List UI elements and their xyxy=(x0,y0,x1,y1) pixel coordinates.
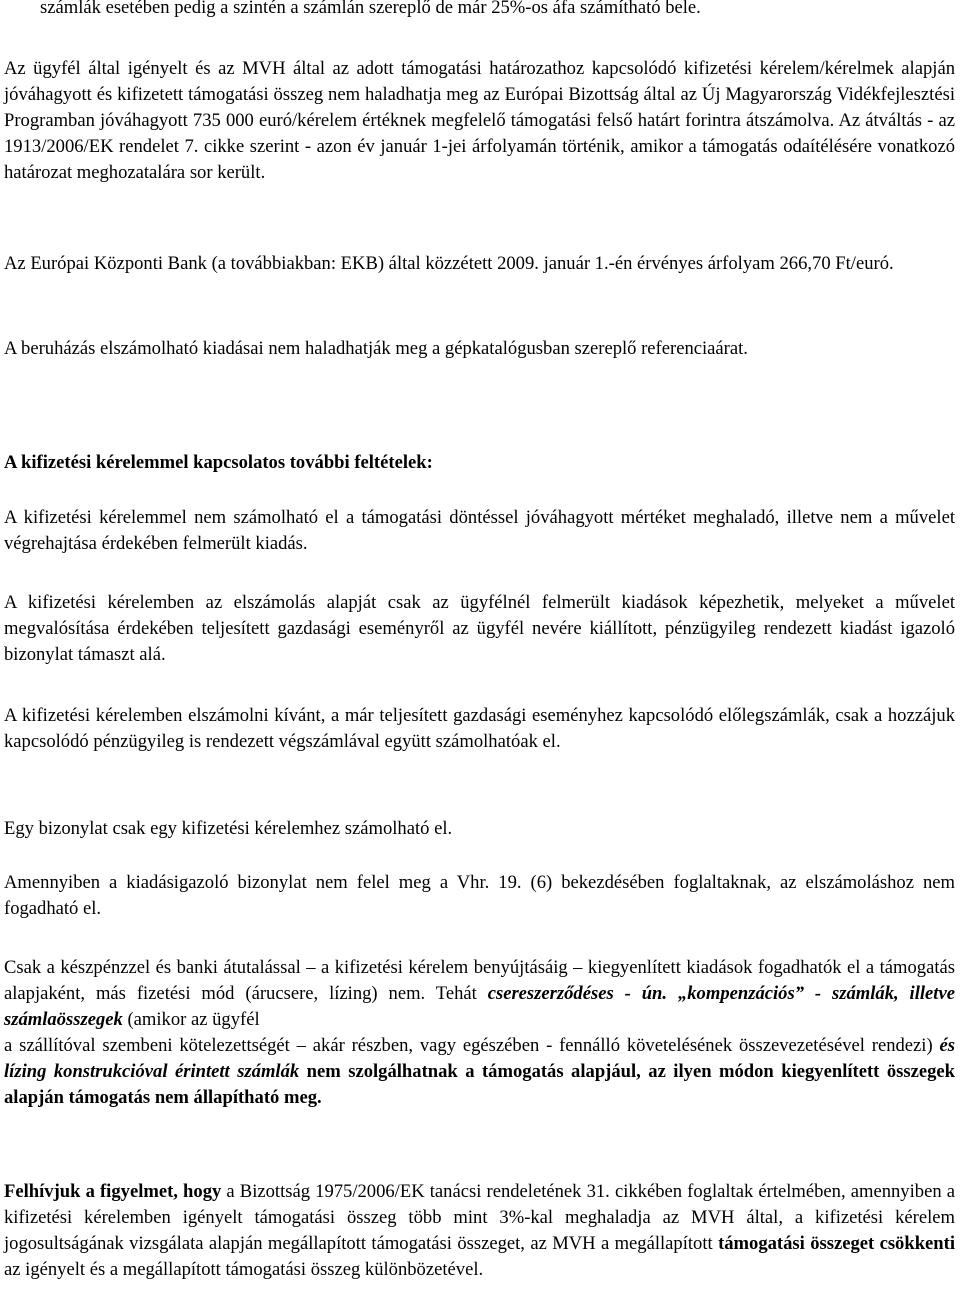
leasing-invoices-emphasis: és lízing konstrukcióval érintett számlák xyxy=(4,1035,955,1082)
paragraph-payment-methods xyxy=(4,955,955,1111)
paragraph-support-limit xyxy=(4,56,955,186)
paragraph-not-accountable: A kifizetési kérelemmel nem számolható el a támogatási döntéssel jóváhagyott mértéket meghaladó, illetve nem a művelet végrehajtása érdekében felmerült kiadás. xyxy=(4,507,955,554)
paragraph-attention-notice xyxy=(4,1179,955,1283)
section-heading: A kifizetési kérelemmel kapcsolatos további feltételek: xyxy=(4,452,433,473)
support-limit-text: Az ügyfél által igényelt és az MVH által az adott támogatási határozathoz kapcsolódó kifizetési kérelem/kérelmek alapján jóváhagyott és kifizetett támogatási összeg nem haladhatja meg az Európai Bizottság által az Új Magyarország Vidékfejlesztési Programban jóváhagyott 735 000 euró/kérelem értéknek megfelelő támogatási felső határt forintra átszámolva. xyxy=(4,58,955,131)
payment-methods-text: Csak a készpénzzel és banki átutalással – a kifizetési kérelem benyújtásáig – kiegyenlített kiadások fogadhatók el a támogatás alapjaként, más fizetési mód (árucsere, lízing) nem. Tehát xyxy=(4,957,955,1004)
attention-text: a Bizottság 1975/2006/EK tanácsi rendeletének 31. cikkében foglaltak értelmében, amennyiben a kifizetési kérelemben igényelt támogatási összeg több mint 3%-kal meghaladja az MVH által, a kifizetési kérelem jogosultságának vizsgálata alapján megállapított támogatási összeget, az MVH a megállapított xyxy=(4,1181,955,1254)
reduction-emphasis: támogatási összeget csökkenti xyxy=(718,1233,955,1254)
paragraph-intro-continuation: számlák esetében pedig a szintén a számlán szereplő de már 25%-os áfa számítható bele. xyxy=(40,0,701,18)
paragraph-advance-invoices: A kifizetési kérelemben elszámolni kívánt, a már teljesített gazdasági eseményhez kapcsolódó előlegszámlák, csak a hozzájuk kapcsolódó pénzügyileg is rendezett végszámlával együtt számolhatóak el. xyxy=(4,705,955,752)
barter-invoices-emphasis: csereszerződéses - ún. „kompenzációs” - számlák, illetve számlaösszegek xyxy=(4,983,955,1030)
paragraph-accounting-basis: A kifizetési kérelemben az elszámolás alapját csak az ügyfélnél felmerült kiadások képezhetik, melyeket a művelet megvalósítása érdekében teljesített gazdasági eseményről az ügyfél nevére kiállított, pénzügyileg rendezett kiadást igazoló bizonylat támaszt alá. xyxy=(4,592,955,665)
not-eligible-statement: nem szolgálhatnak a támogatás alapjául, az ilyen módon kiegyenlített összegek alapján támogatás nem állapítható meg. xyxy=(4,1061,955,1108)
paragraph-single-request: Egy bizonylat csak egy kifizetési kérelemhez számolható el. xyxy=(4,818,453,839)
payment-methods-aside: (amikor az ügyfél xyxy=(122,1009,260,1030)
payment-methods-continuation: a szállítóval szembeni kötelezettségét – akár részben, vagy egészében - fennálló követelésének összevezetésével rendezi) xyxy=(4,1035,940,1056)
exchange-rule-text: Az átváltás - az 1913/2006/EK rendelet 7. cikke szerint - azon év január 1-jei árfolyamán történik, amikor a támogatás odaítélésére vonatkozó határozat meghozatalára sor került. xyxy=(4,110,955,183)
attention-ending: az igényelt és a megállapított támogatási összeg különbözetével. xyxy=(4,1259,484,1280)
paragraph-ecb-rate: Az Európai Központi Bank (a továbbiakban: EKB) által közzétett 2009. január 1.-én érvényes árfolyam 266,70 Ft/euró. xyxy=(4,253,894,274)
paragraph-reference-price: A beruházás elszámolható kiadásai nem haladhatják meg a gépkatalógusban szereplő referenciaárat. xyxy=(4,338,748,359)
paragraph-vhr-compliance: Amennyiben a kiadásigazoló bizonylat nem felel meg a Vhr. 19. (6) bekezdésében foglaltaknak, az elszámoláshoz nem fogadható el. xyxy=(4,872,955,919)
attention-lead: Felhívjuk a figyelmet, hogy xyxy=(4,1181,222,1202)
